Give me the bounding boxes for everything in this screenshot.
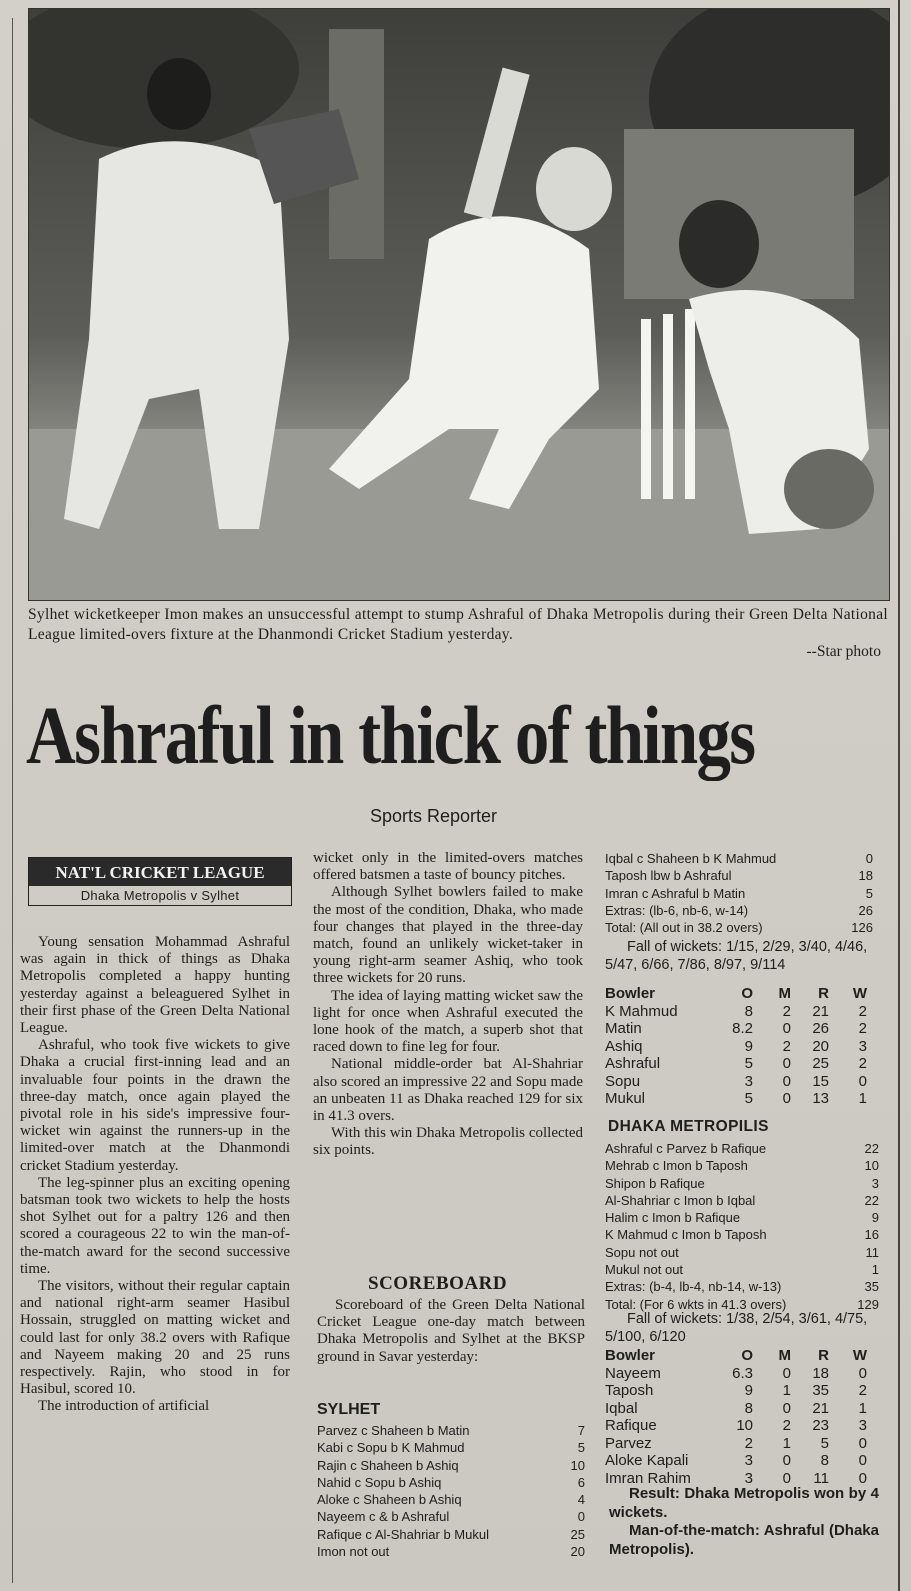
overs: 3 bbox=[744, 1452, 753, 1469]
runs: 1 bbox=[871, 1262, 879, 1278]
bowler: Matin bbox=[605, 1020, 642, 1037]
story-paragraph: National middle-order bat Al-Shahriar also scored an impressive 22 and Sopu made an unbeaten 11 as Dhaka reached 129 for six in 41.3 overs. bbox=[313, 1056, 583, 1125]
batting-row bbox=[317, 1457, 585, 1474]
runs: 7 bbox=[577, 1423, 585, 1438]
batting-row bbox=[605, 1244, 879, 1261]
runs: 22 bbox=[864, 1141, 879, 1156]
overs: 10 bbox=[736, 1417, 753, 1434]
batting-row bbox=[605, 850, 873, 867]
overs: 5 bbox=[744, 1090, 753, 1107]
batsman: Nayeem c & b Ashraful bbox=[317, 1509, 450, 1525]
batsman: Imon not out bbox=[317, 1544, 390, 1560]
batting-row bbox=[605, 885, 873, 902]
batsman: Aloke c Shaheen b Ashiq bbox=[317, 1492, 462, 1508]
batting-row bbox=[317, 1543, 585, 1560]
extras-label: Extras: (b-4, lb-4, nb-14, w-13) bbox=[605, 1279, 782, 1295]
overs: 8 bbox=[744, 1002, 753, 1020]
scoreboard-intro: Scoreboard of the Green Delta National Cricket League one-day match between Dhaka Metropolis and Sylhet at the BKSP ground in Savar yesterday: bbox=[317, 1297, 585, 1365]
section-label bbox=[28, 857, 292, 906]
story-paragraph: With this win Dhaka Metropolis collected six points. bbox=[313, 1125, 583, 1159]
batsman: Iqbal c Shaheen b K Mahmud bbox=[605, 851, 777, 866]
batting-row bbox=[317, 1439, 585, 1456]
batting-row bbox=[605, 1157, 879, 1174]
scoreboard-heading: SCOREBOARD bbox=[368, 1273, 508, 1294]
maidens: 0 bbox=[782, 1020, 791, 1037]
photo-caption: Sylhet wicketkeeper Imon makes an unsuccessful attempt to stump Ashraful of Dhaka Metropolis during their Green Delta National League limited-overs fixture at the Dhanmondi Cricket Stadium yesterday. bbox=[28, 606, 888, 643]
batting-row bbox=[605, 867, 873, 884]
dhaka-batting bbox=[605, 1140, 879, 1313]
batting-row bbox=[605, 1192, 879, 1209]
bowler: Ashiq bbox=[605, 1037, 643, 1055]
bowling-row bbox=[605, 1055, 877, 1073]
bowling-header-row bbox=[605, 985, 877, 1003]
bowling-row bbox=[605, 1365, 877, 1383]
batting-row bbox=[605, 1140, 879, 1157]
bowling-row bbox=[605, 1003, 877, 1021]
runs: 9 bbox=[871, 1210, 879, 1226]
section-label-title: NAT'L CRICKET LEAGUE bbox=[29, 858, 291, 886]
header-runs: R bbox=[818, 985, 829, 1002]
header-maidens: M bbox=[778, 1347, 791, 1364]
sylhet-bowling-table bbox=[605, 1347, 877, 1487]
bowler: Parvez bbox=[605, 1434, 652, 1452]
maidens: 0 bbox=[782, 1090, 791, 1107]
team-sylhet-heading: SYLHET bbox=[317, 1401, 381, 1418]
header-maidens: M bbox=[778, 985, 791, 1002]
batting-row bbox=[605, 1226, 879, 1243]
runs: 18 bbox=[812, 1364, 829, 1382]
wickets: 2 bbox=[858, 1055, 867, 1072]
runs: 10 bbox=[864, 1158, 879, 1174]
maidens: 2 bbox=[782, 1002, 791, 1020]
bowling-row bbox=[605, 1400, 877, 1418]
batsman: Parvez c Shaheen b Matin bbox=[317, 1423, 470, 1438]
runs: 25 bbox=[812, 1055, 829, 1072]
dhaka-fall-of-wickets: Fall of wickets: 1/38, 2/54, 3/61, 4/75, 5/100, 6/120 bbox=[605, 1311, 868, 1345]
bowler: Imran Rahim bbox=[605, 1469, 691, 1487]
cricket-photo bbox=[28, 8, 890, 601]
byline: Sports Reporter bbox=[370, 806, 498, 826]
story-paragraph: Although Sylhet bowlers failed to make the most of the condition, Dhaka, who made four changes that played in the three-day match, found an unlikely wicket-taker in young right-arm seamer Ashiq, who took three wickets for 20 runs. bbox=[313, 884, 583, 987]
overs: 2 bbox=[744, 1434, 753, 1452]
bowling-row bbox=[605, 1417, 877, 1435]
runs: 8 bbox=[820, 1452, 829, 1469]
runs: 5 bbox=[577, 1440, 585, 1456]
overs: 3 bbox=[744, 1469, 753, 1487]
photo-credit: --Star photo bbox=[806, 643, 881, 660]
runs: 26 bbox=[812, 1020, 829, 1037]
batting-row bbox=[317, 1508, 585, 1525]
wickets: 0 bbox=[858, 1469, 867, 1487]
page-edge-rule bbox=[898, 0, 900, 1591]
wickets: 0 bbox=[858, 1452, 867, 1469]
wickets: 2 bbox=[858, 1002, 867, 1020]
wickets: 0 bbox=[858, 1072, 867, 1090]
team-dhaka-heading: DHAKA METROPILIS bbox=[608, 1118, 769, 1135]
batsman: Kabi c Sopu b K Mahmud bbox=[317, 1440, 465, 1456]
runs: 10 bbox=[570, 1457, 585, 1473]
maidens: 2 bbox=[782, 1417, 791, 1434]
overs: 8 bbox=[744, 1399, 753, 1417]
column-rule-left bbox=[12, 18, 13, 1583]
wickets: 1 bbox=[858, 1399, 867, 1417]
bowler: K Mahmud bbox=[605, 1002, 678, 1020]
batsman: Rafique c Al-Shahriar b Mukul bbox=[317, 1526, 489, 1542]
runs: 23 bbox=[812, 1417, 829, 1434]
runs: 13 bbox=[812, 1090, 829, 1107]
bowling-row bbox=[605, 1435, 877, 1453]
story-paragraph: Young sensation Mohammad Ashraful was again in thick of things as Dhaka Metropolis completed a happy hunting yesterday against a beleaguered Sylhet in their first phase of the Green Delta National League. bbox=[20, 934, 290, 1037]
wickets: 2 bbox=[858, 1382, 867, 1399]
overs: 5 bbox=[744, 1055, 753, 1072]
bowling-row bbox=[605, 1020, 877, 1038]
batsman: Shipon b Rafique bbox=[605, 1175, 705, 1191]
batsman: Halim c Imon b Rafique bbox=[605, 1210, 741, 1226]
wickets: 3 bbox=[858, 1037, 867, 1055]
runs: 0 bbox=[865, 851, 873, 866]
runs: 20 bbox=[812, 1037, 829, 1055]
batsman: K Mahmud c Imon b Taposh bbox=[605, 1227, 767, 1243]
header-overs: O bbox=[741, 985, 753, 1002]
total-value: 126 bbox=[851, 920, 873, 936]
overs: 3 bbox=[744, 1072, 753, 1090]
sylhet-batting-part2 bbox=[605, 850, 873, 936]
maidens: 0 bbox=[782, 1072, 791, 1090]
runs: 25 bbox=[570, 1526, 585, 1542]
extras-row bbox=[605, 1278, 879, 1295]
header-runs: R bbox=[818, 1347, 829, 1364]
total-row bbox=[605, 919, 873, 936]
story-continuation: wicket only in the limited-overs matches offered batsmen a taste of bouncy pitches. bbox=[313, 850, 583, 884]
header-wickets: W bbox=[852, 985, 867, 1002]
batsman: Al-Shahriar c Imon b Iqbal bbox=[605, 1192, 756, 1208]
runs: 15 bbox=[812, 1072, 829, 1090]
runs: 6 bbox=[577, 1474, 585, 1490]
match-result: Result: Dhaka Metropolis won by 4 wickets. bbox=[609, 1485, 879, 1521]
header-bowler: Bowler bbox=[605, 1347, 656, 1364]
runs: 18 bbox=[858, 868, 873, 884]
overs: 9 bbox=[744, 1382, 753, 1399]
batsman: Rajin c Shaheen b Ashiq bbox=[317, 1457, 459, 1473]
maidens: 1 bbox=[782, 1382, 791, 1399]
runs: 16 bbox=[864, 1227, 879, 1243]
runs: 21 bbox=[812, 1399, 829, 1417]
runs: 22 bbox=[864, 1192, 879, 1208]
overs: 9 bbox=[744, 1037, 753, 1055]
story-paragraph: The leg-spinner plus an exciting opening batsman took two wickets to help the hosts shot Sylhet out for a paltry 126 and then scored a courageous 22 to win the man-of-the-match award for the second successive time. bbox=[20, 1174, 290, 1277]
bowling-row bbox=[605, 1038, 877, 1056]
bowler: Ashraful bbox=[605, 1055, 661, 1072]
header-overs: O bbox=[741, 1347, 753, 1364]
runs: 0 bbox=[577, 1509, 585, 1525]
extras-value: 26 bbox=[858, 902, 873, 918]
bowling-row bbox=[605, 1090, 877, 1108]
runs: 35 bbox=[812, 1382, 829, 1399]
batsman: Nahid c Sopu b Ashiq bbox=[317, 1474, 442, 1490]
batsman: Imran c Ashraful b Matin bbox=[605, 885, 746, 901]
header-wickets: W bbox=[852, 1347, 867, 1364]
section-label-subtitle: Dhaka Metropolis v Sylhet bbox=[80, 888, 240, 903]
maidens: 1 bbox=[782, 1434, 791, 1452]
story-column-2 bbox=[313, 850, 583, 1160]
batsman: Taposh lbw b Ashraful bbox=[605, 868, 732, 884]
total-label: Total: (For 6 wkts in 41.3 overs) bbox=[605, 1296, 787, 1312]
bowling-row bbox=[605, 1382, 877, 1400]
bowler: Mukul bbox=[605, 1090, 646, 1107]
maidens: 0 bbox=[782, 1452, 791, 1469]
maidens: 0 bbox=[782, 1469, 791, 1487]
batting-row bbox=[317, 1422, 585, 1439]
runs: 5 bbox=[865, 885, 873, 901]
runs: 4 bbox=[577, 1492, 585, 1508]
runs: 3 bbox=[871, 1175, 879, 1191]
batsman: Mukul not out bbox=[605, 1262, 684, 1278]
wickets: 0 bbox=[858, 1434, 867, 1452]
bowling-header-row bbox=[605, 1347, 877, 1365]
header-bowler: Bowler bbox=[605, 985, 656, 1002]
wickets: 1 bbox=[858, 1090, 867, 1107]
batting-row bbox=[317, 1526, 585, 1543]
bowler: Iqbal bbox=[605, 1399, 638, 1417]
story-paragraph: The idea of laying matting wicket saw the light for once when Ashraful executed the lone hook of the match, a superb shot that raced down to fine leg for four. bbox=[313, 987, 584, 1056]
extras-label: Extras: (lb-6, nb-6, w-14) bbox=[605, 902, 749, 918]
bowling-row bbox=[605, 1073, 877, 1091]
batting-row bbox=[317, 1491, 585, 1508]
batting-row bbox=[605, 1261, 879, 1278]
total-label: Total: (All out in 38.2 overs) bbox=[605, 920, 763, 936]
wickets: 0 bbox=[858, 1364, 867, 1382]
overs: 6.3 bbox=[732, 1364, 753, 1382]
bowler: Taposh bbox=[605, 1382, 654, 1399]
extras-value: 35 bbox=[864, 1279, 879, 1295]
runs: 11 bbox=[865, 1244, 879, 1260]
batsman: Ashraful c Parvez b Rafique bbox=[605, 1141, 767, 1156]
story-paragraph: Ashraful, who took five wickets to give Dhaka a crucial first-inning lead and an invaluable four points in the drawn the three-day match, once again played the pivotal role in his side's impressive four-wicket win against the runners-up in the limited-over match at the Dhanmondi cricket Stadium yesterday. bbox=[20, 1037, 290, 1174]
runs: 5 bbox=[820, 1434, 829, 1452]
dhaka-bowling-table bbox=[605, 985, 877, 1108]
bowling-row bbox=[605, 1452, 877, 1470]
maidens: 0 bbox=[782, 1364, 791, 1382]
bowler: Rafique bbox=[605, 1417, 657, 1434]
bowler: Sopu bbox=[605, 1072, 641, 1090]
maidens: 2 bbox=[782, 1037, 791, 1055]
story-column-1 bbox=[20, 934, 290, 1416]
bowler: Nayeem bbox=[605, 1364, 661, 1382]
story-paragraph: The introduction of artificial bbox=[38, 1398, 210, 1415]
batsman: Sopu not out bbox=[605, 1244, 679, 1260]
headline: Ashraful in thick of things bbox=[26, 689, 755, 781]
bowler: Aloke Kapali bbox=[605, 1452, 689, 1469]
batting-row bbox=[317, 1474, 585, 1491]
total-value: 129 bbox=[857, 1296, 879, 1312]
man-of-the-match: Man-of-the-match: Ashraful (Dhaka Metropolis). bbox=[609, 1522, 879, 1558]
batsman: Mehrab c Imon b Taposh bbox=[605, 1158, 748, 1174]
maidens: 0 bbox=[782, 1055, 791, 1072]
wickets: 2 bbox=[858, 1020, 867, 1037]
wickets: 3 bbox=[858, 1417, 867, 1434]
runs: 20 bbox=[570, 1544, 585, 1560]
batting-row bbox=[605, 1209, 879, 1226]
runs: 11 bbox=[813, 1469, 829, 1487]
maidens: 0 bbox=[782, 1399, 791, 1417]
extras-row bbox=[605, 902, 873, 919]
overs: 8.2 bbox=[732, 1020, 753, 1037]
runs: 21 bbox=[812, 1002, 829, 1020]
sylhet-fall-of-wickets: Fall of wickets: 1/15, 2/29, 3/40, 4/46, 5/47, 6/66, 7/86, 8/97, 9/114 bbox=[605, 939, 868, 973]
batting-row bbox=[605, 1175, 879, 1192]
sylhet-batting-part1 bbox=[317, 1422, 585, 1560]
story-paragraph: The visitors, without their regular captain and national right-arm seamer Hasibul Hossain, struggled on matting wicket and could last for only 38.2 overs with Rafique and Nayeem making 20 and 25 runs respectively. Rajin, who stood in for Hasibul, scored 10. bbox=[20, 1278, 290, 1398]
